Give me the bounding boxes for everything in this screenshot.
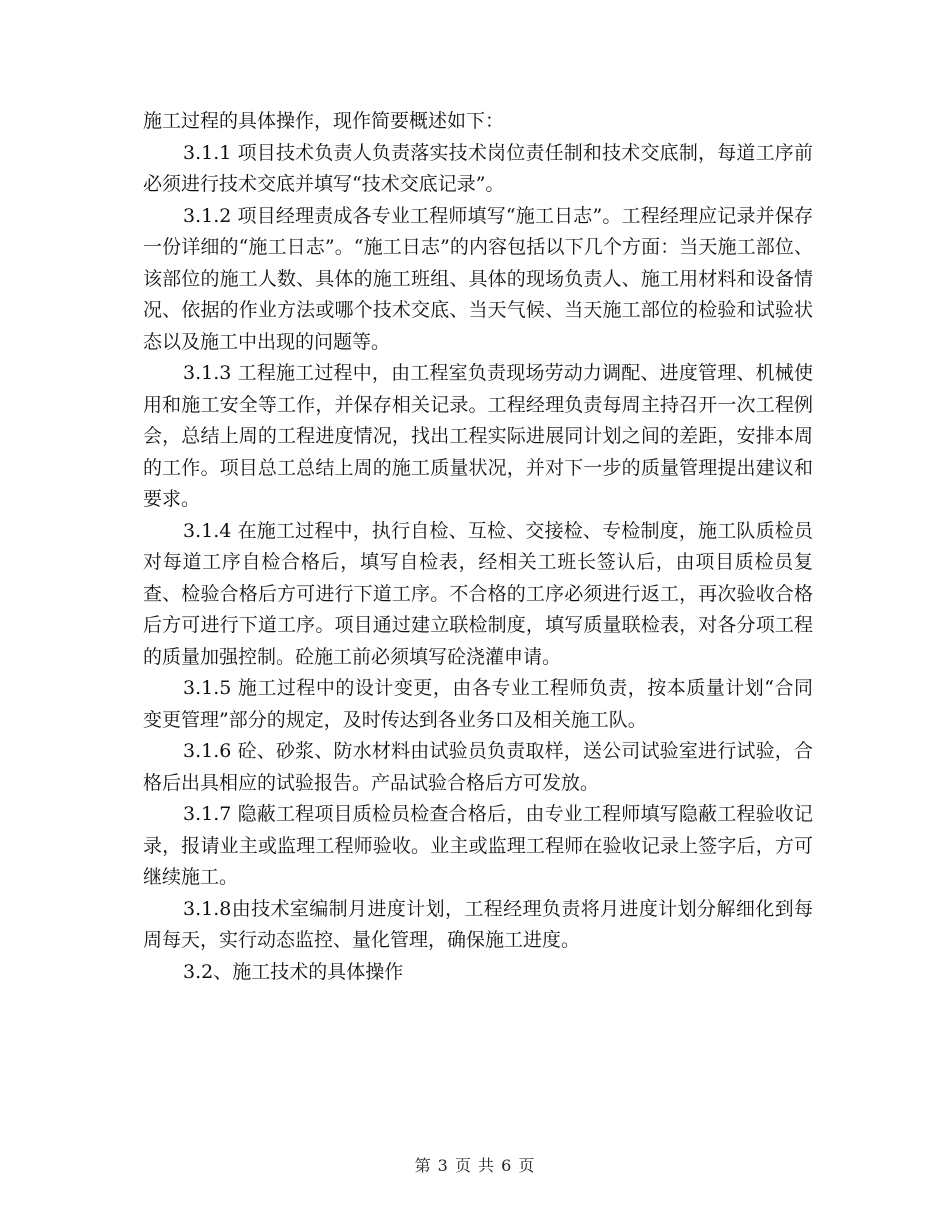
paragraph-3-1-3: 3.1.3 工程施工过程中，由工程室负责现场劳动力调配、进度管理、机械使用和施工安全等工作，并保存相关记录。工程经理负责每周主持召开一次工程例会，总结上周的工程进度情况，找出工程实际进展同计划之间的差距，安排本周的工作。项目总工总结上周的施工质量状况，并对下一步的质量管理提出建议和要求。 [143,362,813,510]
paragraph-3-1-2: 3.1.2 项目经理责成各专业工程师填写“施工日志”。工程经理应记录并保存一份详细的“施工日志”。“施工日志”的内容包括以下几个方面：当天施工部位、该部位的施工人数、具体的施工班组、具体的现场负责人、施工用材料和设备情况、依据的作业方法或哪个技术交底、当天气候、当天施工部位的检验和试验状态以及施工中出现的问题等。 [143,204,813,353]
paragraph-3-1-1: 3.1.1 项目技术负责人负责落实技术岗位责任制和技术交底制，每道工序前必须进行技术交底并填写“技术交底记录”。 [143,141,813,195]
page-number-footer: 第 3 页 共 6 页 [414,1156,536,1175]
document-body [143,106,813,988]
section-heading-3-2: 3.2、施工技术的具体操作 [183,960,404,983]
paragraph-3-1-8: 3.1.8由技术室编制月进度计划，工程经理负责将月进度计划分解细化到每周每天，实行动态监控、量化管理，确保施工进度。 [143,897,813,951]
paragraph-3-1-5: 3.1.5 施工过程中的设计变更，由各专业工程师负责，按本质量计划“合同变更管理”部分的规定，及时传达到各业务口及相关施工队。 [143,677,813,731]
paragraph-3-1-6: 3.1.6 砼、砂浆、防水材料由试验员负责取样，送公司试验室进行试验，合格后出具相应的试验报告。产品试验合格后方可发放。 [143,740,813,794]
paragraph-3-1-7: 3.1.7 隐蔽工程项目质检员检查合格后，由专业工程师填写隐蔽工程验收记录，报请业主或监理工程师验收。业主或监理工程师在验收记录上签字后，方可继续施工。 [143,803,813,888]
paragraph-intro: 施工过程的具体操作，现作简要概述如下： [143,110,505,132]
paragraph-3-1-4: 3.1.4 在施工过程中，执行自检、互检、交接检、专检制度，施工队质检员对每道工序自检合格后，填写自检表，经相关工班长签认后，由项目质检员复查、检验合格后方可进行下道工序。不合格的工序必须进行返工，再次验收合格后方可进行下道工序。项目通过建立联检制度，填写质量联检表，对各分项工程的质量加强控制。砼施工前必须填写砼浇灌申请。 [143,519,813,668]
